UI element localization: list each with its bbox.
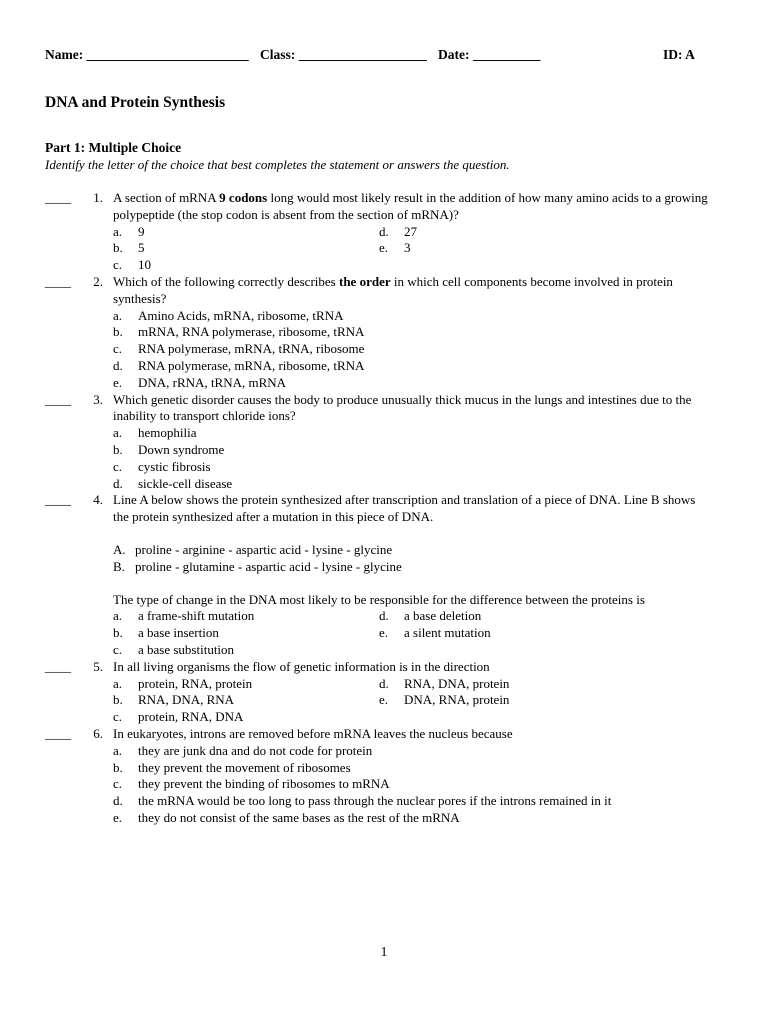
choice-b[interactable]: b. Down syndrome [113, 441, 225, 457]
choice-list [113, 308, 713, 392]
document-title: DNA and Protein Synthesis [45, 94, 226, 111]
question-stem: A section of mRNA 9 codons long would most likely result in the addition of how many amino acids to a growing polypeptide (the stop codon is absent from the section of mRNA)? [113, 190, 708, 222]
answer-blank[interactable]: ____ [45, 492, 71, 508]
question-number: 2. [93, 273, 103, 289]
question-3 [0, 392, 768, 493]
choice-list [113, 608, 713, 658]
choice-d[interactable]: d. RNA, DNA, protein [379, 675, 510, 691]
question-stem-continued: The type of change in the DNA most likely to be responsible for the difference between the proteins is [113, 591, 645, 607]
choice-c[interactable]: c. RNA polymerase, mRNA, tRNA, ribosome [113, 341, 365, 357]
date-field: Date: __________ [438, 47, 541, 62]
name-field: Name: ________________________ [45, 47, 249, 62]
choice-e[interactable]: e. DNA, RNA, protein [379, 692, 510, 708]
choice-b[interactable]: b. a base insertion [113, 625, 219, 641]
question-4 [0, 492, 768, 658]
question-stem: Which genetic disorder causes the body to produce unusually thick mucus in the lungs and intestines due to the inability to transport chloride ions? [113, 391, 692, 424]
protein-line-b: B. proline - glutamine - aspartic acid - lysine - glycine [113, 558, 402, 574]
answer-blank[interactable]: ____ [45, 190, 71, 205]
choice-c[interactable]: c. a base substitution [113, 641, 235, 657]
question-number: 1. [93, 190, 103, 205]
answer-blank[interactable]: ____ [45, 391, 71, 407]
question-stem: Which of the following correctly describes the order in which cell components become involved in protein synthesis? [113, 273, 673, 306]
choice-d[interactable]: d. RNA polymerase, mRNA, ribosome, tRNA [113, 357, 365, 373]
question-5 [0, 659, 768, 726]
choice-e[interactable]: e. they do not consist of the same bases as the rest of the mRNA [113, 809, 460, 825]
choice-c[interactable]: c. they prevent the binding of ribosomes to mRNA [113, 776, 390, 792]
choice-c[interactable]: c. protein, RNA, DNA [113, 709, 244, 725]
choice-e[interactable]: e. a silent mutation [379, 625, 491, 641]
choice-b[interactable]: b. mRNA, RNA polymerase, ribosome, tRNA [113, 324, 365, 340]
question-stem: Line A below shows the protein synthesized after transcription and translation of a piece of DNA. Line B shows the protein synthesized after a mutation in this piece of DNA. [113, 492, 696, 525]
question-2 [0, 274, 768, 392]
choice-a[interactable]: a. they are junk dna and do not code for protein [113, 742, 373, 758]
choice-a[interactable]: a. protein, RNA, protein [113, 675, 253, 691]
choice-e[interactable]: e. 3 [379, 240, 411, 256]
choice-d[interactable]: d. the mRNA would be too long to pass through the nuclear pores if the introns remained in it [113, 793, 612, 809]
question-number: 6. [93, 725, 103, 741]
choice-a[interactable]: a. Amino Acids, mRNA, ribosome, tRNA [113, 307, 344, 323]
header-line [45, 47, 705, 67]
part-instructions: Identify the letter of the choice that best completes the statement or answers the question. [45, 157, 510, 172]
choice-a[interactable]: a. a frame-shift mutation [113, 608, 255, 624]
choice-c[interactable]: c. 10 [113, 257, 151, 273]
question-number: 5. [93, 658, 103, 674]
choice-d[interactable]: d. sickle-cell disease [113, 475, 233, 491]
choice-d[interactable]: d. 27 [379, 223, 417, 239]
answer-blank[interactable]: ____ [45, 273, 71, 289]
choice-b[interactable]: b. they prevent the movement of ribosomes [113, 759, 351, 775]
protein-line-a: A. proline - arginine - aspartic acid - lysine - glycine [113, 541, 393, 557]
question-stem: In all living organisms the flow of genetic information is in the direction [113, 658, 490, 674]
choice-list [113, 676, 713, 726]
choice-a[interactable]: a. 9 [113, 223, 145, 239]
question-1 [0, 190, 768, 274]
choice-d[interactable]: d. a base deletion [379, 608, 482, 624]
choice-c[interactable]: c. cystic fibrosis [113, 458, 211, 474]
id-label: ID: A [663, 47, 695, 62]
choice-e[interactable]: e. DNA, rRNA, tRNA, mRNA [113, 374, 287, 390]
part-title: Part 1: Multiple Choice [45, 140, 182, 155]
question-6 [0, 726, 768, 827]
choice-b[interactable]: b. RNA, DNA, RNA [113, 692, 235, 708]
question-number: 4. [93, 492, 103, 508]
answer-blank[interactable]: ____ [45, 725, 71, 741]
answer-blank[interactable]: ____ [45, 658, 71, 674]
choice-list [113, 743, 713, 827]
choice-b[interactable]: b. 5 [113, 240, 145, 256]
question-stem: In eukaryotes, introns are removed before mRNA leaves the nucleus because [113, 725, 513, 741]
question-list [0, 190, 768, 827]
class-field: Class: ___________________ [260, 47, 427, 62]
page-number: 1 [380, 944, 388, 959]
choice-list [113, 224, 713, 274]
choice-list [113, 425, 713, 492]
choice-a[interactable]: a. hemophilia [113, 425, 197, 441]
question-number: 3. [93, 391, 103, 407]
